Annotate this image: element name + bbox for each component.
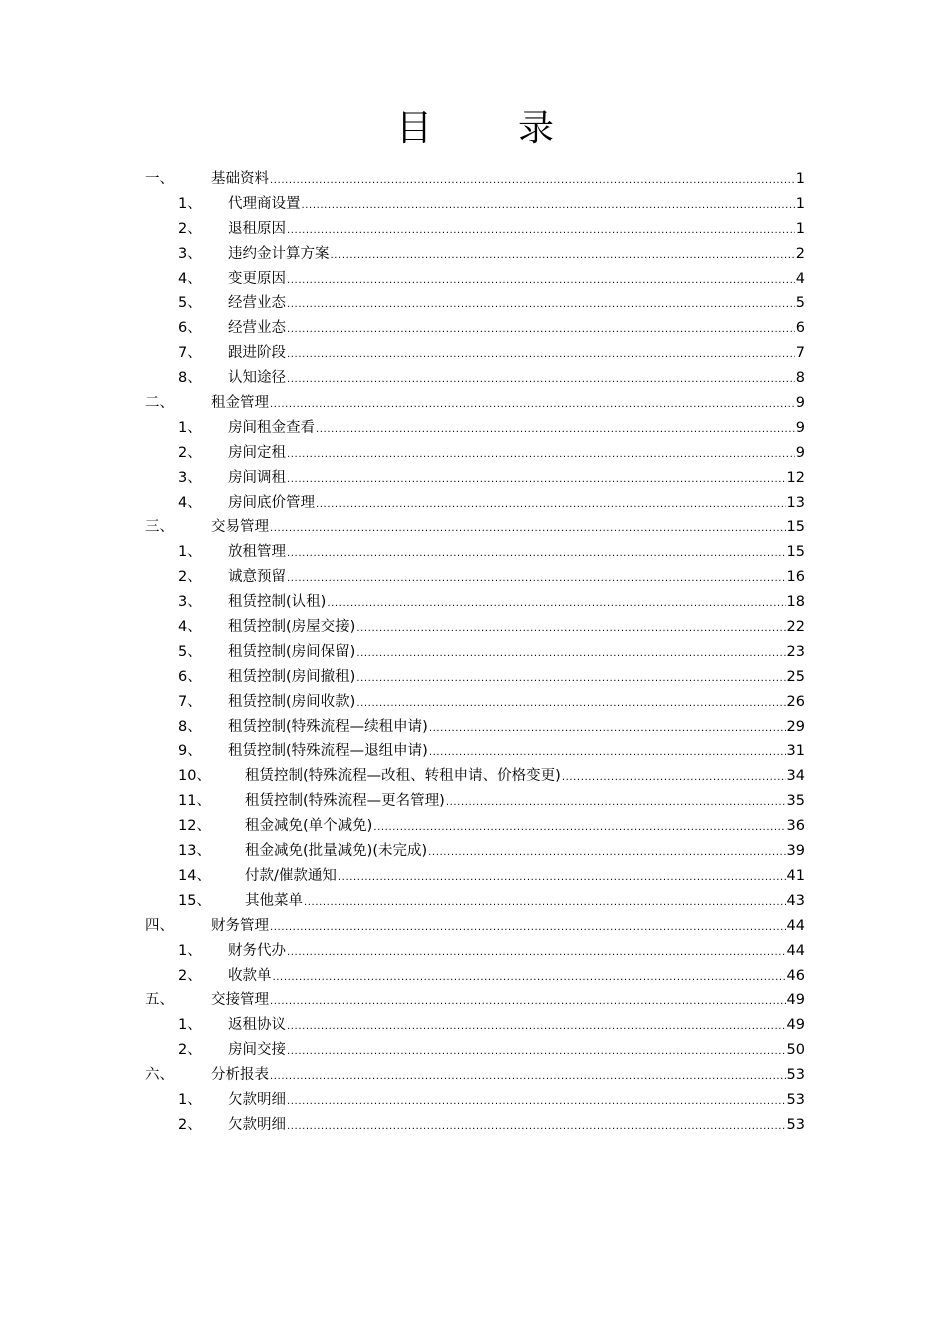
toc-entry-line: [228, 540, 805, 565]
toc-page-number: 26: [786, 693, 805, 710]
toc-dot-leader: [287, 219, 795, 244]
toc-entry-number: 9、: [178, 743, 202, 760]
toc-entry-title[interactable]: 房间租金查看: [228, 419, 315, 436]
toc-page-number: 43: [786, 892, 805, 909]
toc-page-number: 13: [786, 494, 805, 511]
toc-entry-number: 6、: [178, 320, 202, 337]
toc-entry-number: 2、: [178, 220, 202, 237]
toc-entry[interactable]: [0, 715, 950, 740]
toc-dot-leader: [429, 717, 786, 742]
toc-page-number: 4: [795, 270, 805, 287]
toc-dot-leader: [338, 866, 786, 891]
toc-entry[interactable]: [0, 640, 950, 665]
toc-entry[interactable]: [0, 341, 950, 366]
toc-entry[interactable]: [0, 864, 950, 889]
toc-entry-line: [228, 964, 805, 989]
toc-entry-line: [211, 391, 805, 416]
toc-entry-title[interactable]: 代理商设置: [228, 195, 301, 212]
toc-entry-number: 14、: [178, 867, 211, 884]
toc-dot-leader: [287, 443, 795, 468]
toc-entry[interactable]: [0, 739, 950, 764]
toc-dot-leader: [356, 617, 785, 642]
toc-entry[interactable]: [0, 889, 950, 914]
toc-entry-line: [228, 291, 805, 316]
toc-entry-number: 1、: [178, 544, 202, 561]
toc-page-number: 39: [786, 843, 805, 860]
toc-entry-title[interactable]: 房间调租: [228, 469, 286, 486]
toc-entry[interactable]: [0, 192, 950, 217]
toc-dot-leader: [287, 567, 786, 592]
toc-entry-line: [228, 491, 805, 516]
toc-entry[interactable]: [0, 167, 950, 192]
toc-entry-number: 5、: [178, 295, 202, 312]
toc-entry[interactable]: [0, 665, 950, 690]
toc-page-number: 1: [795, 171, 805, 187]
toc-entry-number: 11、: [178, 793, 211, 810]
toc-entry-title[interactable]: 租赁控制(特殊流程—改租、转租申请、价格变更): [245, 768, 561, 785]
toc-dot-leader: [304, 891, 786, 916]
toc-entry-title[interactable]: 租赁控制(认租): [228, 594, 327, 611]
toc-entry[interactable]: [0, 267, 950, 292]
toc-entry-line: [228, 565, 805, 590]
toc-entry-number: 2、: [178, 1042, 202, 1059]
toc-entry-number: 12、: [178, 818, 211, 835]
toc-page-number: 41: [786, 867, 805, 884]
toc-entry[interactable]: [0, 316, 950, 341]
toc-entry-line: [228, 1113, 805, 1138]
toc-page-number: 18: [786, 594, 805, 611]
toc-entry-number: 8、: [178, 370, 202, 387]
toc-entry-line: [228, 242, 805, 267]
toc-entry-number: 13、: [178, 843, 211, 860]
toc-entry-title[interactable]: 变更原因: [228, 270, 286, 287]
toc-dot-leader: [446, 791, 786, 816]
toc-page-number: 23: [786, 643, 805, 660]
toc-entry-line: [228, 1013, 805, 1038]
toc-entry-number: 4、: [178, 494, 202, 511]
toc-entry-title[interactable]: 房间交接: [228, 1042, 286, 1059]
toc-entry[interactable]: [0, 988, 950, 1013]
toc-entry-number: 2、: [178, 967, 202, 984]
toc-entry-line: [228, 441, 805, 466]
toc-dot-leader: [287, 343, 795, 368]
toc-entry[interactable]: [0, 914, 950, 939]
toc-entry-title[interactable]: 租金减免(批量减免)(未完成): [245, 843, 428, 860]
toc-entry-title[interactable]: 租赁控制(特殊流程—更名管理): [245, 793, 445, 810]
toc-page-number: 9: [795, 395, 805, 412]
toc-entry[interactable]: [0, 814, 950, 839]
toc-page-number: 1: [795, 195, 805, 212]
toc-entry-number: 1、: [178, 1017, 202, 1034]
toc-entry-title[interactable]: 欠款明细: [228, 1116, 286, 1133]
toc-entry-title[interactable]: 租金管理: [211, 395, 269, 412]
toc-page-number: 22: [786, 619, 805, 636]
page-title: [0, 100, 950, 151]
toc-entry-title[interactable]: 租赁控制(房间保留): [228, 643, 356, 660]
toc-entry-number: 二、: [145, 395, 174, 412]
toc-dot-leader: [316, 493, 786, 518]
toc-entry-title[interactable]: 财务代办: [228, 942, 286, 959]
toc-dot-leader: [287, 1115, 786, 1140]
toc-dot-leader: [331, 244, 795, 269]
toc-dot-leader: [287, 1040, 786, 1065]
toc-entry[interactable]: [0, 491, 950, 516]
toc-page-number: 15: [786, 544, 805, 561]
toc-dot-leader: [270, 393, 795, 418]
toc-dot-leader: [373, 816, 785, 841]
toc-entry-number: 4、: [178, 270, 202, 287]
title-char-1: 目: [395, 108, 432, 149]
toc-entry-number: 2、: [178, 444, 202, 461]
toc-entry[interactable]: [0, 764, 950, 789]
toc-entry-number: 1、: [178, 419, 202, 436]
toc-entry-title[interactable]: 房间底价管理: [228, 494, 315, 511]
toc-entry[interactable]: [0, 789, 950, 814]
toc-entry-number: 四、: [145, 917, 174, 934]
toc-page-number: 9: [795, 419, 805, 436]
toc-entry-title[interactable]: 其他菜单: [245, 892, 303, 909]
toc-entry[interactable]: [0, 1063, 950, 1088]
toc-page-number: 49: [786, 1017, 805, 1034]
toc-entry-line: [245, 789, 805, 814]
toc-entry-title[interactable]: 分析报表: [211, 1067, 269, 1084]
toc-entry-line: [228, 939, 805, 964]
toc-entry[interactable]: [0, 416, 950, 441]
toc-page-number: 9: [795, 444, 805, 461]
toc-entry-number: 1、: [178, 942, 202, 959]
toc-entry-title[interactable]: 跟进阶段: [228, 345, 286, 362]
toc-dot-leader: [356, 667, 785, 692]
toc-dot-leader: [273, 966, 786, 991]
toc-dot-leader: [428, 841, 785, 866]
toc-dot-leader: [270, 517, 786, 542]
toc-dot-leader: [429, 741, 786, 766]
toc-page-number: 5: [795, 295, 805, 312]
toc-entry-number: 7、: [178, 693, 202, 710]
toc-entry-line: [228, 217, 805, 242]
toc-entry[interactable]: [0, 466, 950, 491]
toc-entry-line: [228, 267, 805, 292]
toc-entry-title[interactable]: 房间定租: [228, 444, 286, 461]
toc-entry-title[interactable]: 退租原因: [228, 220, 286, 237]
toc-page-number: 36: [786, 818, 805, 835]
title-char-2: 录: [518, 108, 555, 149]
toc-page-number: 1: [795, 220, 805, 237]
toc-entry[interactable]: [0, 565, 950, 590]
toc-entry[interactable]: [0, 391, 950, 416]
toc-entry-line: [211, 914, 805, 939]
toc-page-number: 44: [786, 942, 805, 959]
toc-entry-number: 15、: [178, 892, 211, 909]
toc-entry-number: 三、: [145, 519, 174, 536]
toc-entry-number: 2、: [178, 569, 202, 586]
toc-entry-line: [245, 889, 805, 914]
toc-entry-title[interactable]: 财务管理: [211, 917, 269, 934]
toc-dot-leader: [287, 542, 786, 567]
toc-entry-title[interactable]: 认知途径: [228, 370, 286, 387]
toc-entry-line: [228, 341, 805, 366]
toc-entry-number: 3、: [178, 594, 202, 611]
toc-entry-line: [228, 416, 805, 441]
toc-entry[interactable]: [0, 217, 950, 242]
toc-dot-leader: [327, 592, 785, 617]
toc-dot-leader: [302, 194, 795, 219]
toc-entry-number: 一、: [145, 171, 174, 187]
toc-dot-leader: [287, 1090, 786, 1115]
toc-entry-line: [245, 814, 805, 839]
toc-entry-number: 10、: [178, 768, 211, 785]
toc-entry-number: 1、: [178, 195, 202, 212]
toc-page-number: 7: [795, 345, 805, 362]
toc-entry-title[interactable]: 租赁控制(特殊流程—退组申请): [228, 743, 428, 760]
toc-entry-number: 3、: [178, 245, 202, 262]
toc-entry-number: 6、: [178, 668, 202, 685]
toc-page-number: 15: [786, 519, 805, 536]
toc-entry[interactable]: [0, 366, 950, 391]
toc-dot-leader: [287, 468, 786, 493]
toc-entry-line: [211, 515, 805, 540]
toc-entry-title[interactable]: 收款单: [228, 967, 272, 984]
toc-entry-line: [245, 764, 805, 789]
toc-dot-leader: [270, 990, 786, 1015]
toc-entry-line: [211, 1063, 805, 1088]
toc-entry-number: 2、: [178, 1116, 202, 1133]
toc-entry-line: [228, 640, 805, 665]
toc-entry[interactable]: [0, 615, 950, 640]
toc-entry[interactable]: [0, 1038, 950, 1063]
toc-entry-number: 3、: [178, 469, 202, 486]
toc-page-number: 49: [786, 992, 805, 1009]
toc-page-number: 53: [786, 1091, 805, 1108]
table-of-contents: [0, 167, 950, 1138]
toc-entry-number: 五、: [145, 992, 174, 1009]
toc-dot-leader: [287, 293, 795, 318]
toc-dot-leader: [270, 916, 786, 941]
toc-entry-title[interactable]: 基础资料: [211, 171, 269, 187]
toc-dot-leader: [287, 269, 795, 294]
toc-entry[interactable]: [0, 964, 950, 989]
toc-page-number: 25: [786, 668, 805, 685]
toc-entry[interactable]: [0, 839, 950, 864]
toc-dot-leader: [356, 642, 785, 667]
toc-dot-leader: [270, 1065, 786, 1090]
toc-entry[interactable]: [0, 291, 950, 316]
toc-page-number: 53: [786, 1067, 805, 1084]
toc-entry[interactable]: [0, 540, 950, 565]
toc-entry[interactable]: [0, 1088, 950, 1113]
toc-entry-title[interactable]: 欠款明细: [228, 1091, 286, 1108]
toc-entry-line: [245, 864, 805, 889]
toc-entry-title[interactable]: 租赁控制(房间撤租): [228, 668, 356, 685]
toc-entry-line: [228, 739, 805, 764]
toc-dot-leader: [287, 1015, 786, 1040]
toc-page-number: 31: [786, 743, 805, 760]
toc-page-number: 46: [786, 967, 805, 984]
toc-entry-line: [228, 690, 805, 715]
toc-page-number: 50: [786, 1042, 805, 1059]
toc-page-number: 2: [795, 245, 805, 262]
toc-dot-leader: [356, 692, 785, 717]
toc-entry-line: [228, 615, 805, 640]
toc-entry-line: [245, 839, 805, 864]
toc-entry-title[interactable]: 租赁控制(房屋交接): [228, 619, 356, 636]
toc-entry-title[interactable]: 返租协议: [228, 1017, 286, 1034]
toc-dot-leader: [287, 941, 786, 966]
toc-entry[interactable]: [0, 1113, 950, 1138]
toc-entry-title[interactable]: 租赁控制(房间收款): [228, 693, 356, 710]
toc-entry-line: [228, 665, 805, 690]
toc-entry-line: [228, 366, 805, 391]
toc-page-number: 34: [786, 768, 805, 785]
toc-entry-number: 1、: [178, 1091, 202, 1108]
toc-entry-line: [228, 1038, 805, 1063]
toc-entry-title[interactable]: 放租管理: [228, 544, 286, 561]
toc-entry-line: [228, 1088, 805, 1113]
toc-entry[interactable]: [0, 242, 950, 267]
toc-entry[interactable]: [0, 515, 950, 540]
toc-page-number: 6: [795, 320, 805, 337]
toc-page-number: 12: [786, 469, 805, 486]
toc-entry-line: [228, 590, 805, 615]
toc-entry-title[interactable]: 租赁控制(特殊流程—续租申请): [228, 718, 428, 735]
toc-entry[interactable]: [0, 590, 950, 615]
toc-entry-number: 六、: [145, 1067, 174, 1084]
toc-entry-line: [211, 988, 805, 1013]
toc-entry-line: [228, 316, 805, 341]
toc-dot-leader: [316, 418, 795, 443]
toc-dot-leader: [287, 318, 795, 343]
toc-entry-line: [228, 715, 805, 740]
toc-entry-title[interactable]: 诚意预留: [228, 569, 286, 586]
toc-entry-title[interactable]: 违约金计算方案: [228, 245, 330, 262]
toc-entry-title[interactable]: 经营业态: [228, 295, 286, 312]
toc-entry[interactable]: [0, 939, 950, 964]
toc-page-number: 53: [786, 1116, 805, 1133]
toc-page-number: 8: [795, 370, 805, 387]
toc-dot-leader: [562, 766, 786, 791]
toc-entry-line: [228, 192, 805, 217]
toc-entry-line: [211, 167, 805, 192]
toc-page-number: 35: [786, 793, 805, 810]
toc-page-number: 16: [786, 569, 805, 586]
toc-dot-leader: [287, 368, 795, 393]
toc-entry-title[interactable]: 交易管理: [211, 519, 269, 536]
toc-entry-number: 5、: [178, 643, 202, 660]
toc-page-number: 29: [786, 718, 805, 735]
toc-entry-title[interactable]: 租金减免(单个减免): [245, 818, 373, 835]
toc-entry-title[interactable]: 付款/催款通知: [245, 867, 337, 884]
toc-dot-leader: [270, 169, 795, 194]
toc-entry[interactable]: [0, 690, 950, 715]
toc-entry-number: 7、: [178, 345, 202, 362]
toc-entry-title[interactable]: 经营业态: [228, 320, 286, 337]
toc-entry-number: 4、: [178, 619, 202, 636]
toc-entry-line: [228, 466, 805, 491]
toc-entry[interactable]: [0, 441, 950, 466]
toc-entry-title[interactable]: 交接管理: [211, 992, 269, 1009]
toc-page-number: 44: [786, 917, 805, 934]
toc-entry-number: 8、: [178, 718, 202, 735]
toc-entry[interactable]: [0, 1013, 950, 1038]
